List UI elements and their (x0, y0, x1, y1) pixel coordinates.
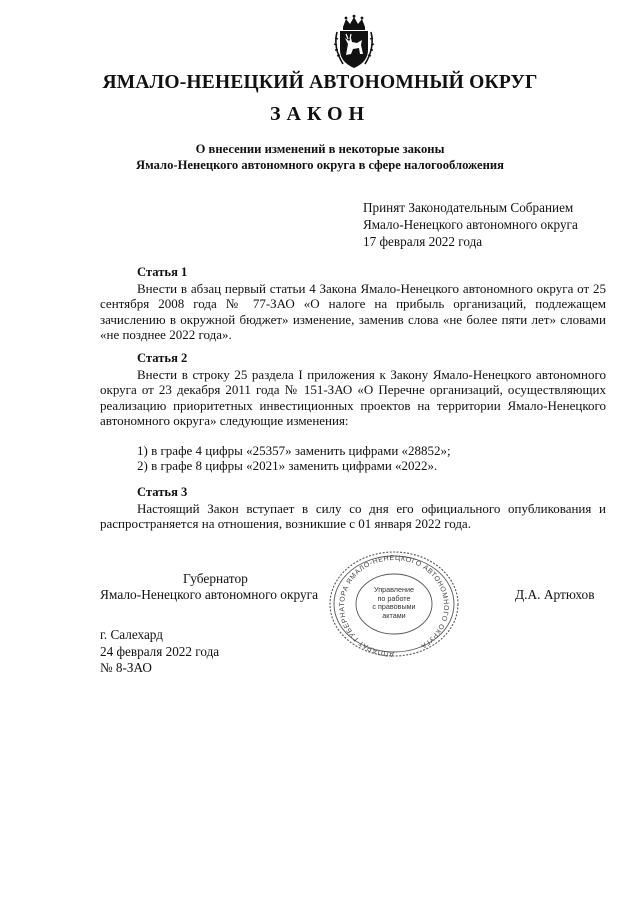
subtitle-line-2: Ямало-Ненецкого автономного округа в сфере налогообложения (136, 158, 504, 172)
seal-line-4: актами (382, 610, 406, 620)
adoption-block (363, 199, 578, 250)
seal-line-3: с правовыми (372, 602, 416, 612)
article-1-title: Статья 1 (137, 265, 188, 279)
article-2-item-2: 2) в графе 8 цифры «2021» заменить цифрами «2022». (137, 458, 438, 473)
region-heading: ЯМАЛО-НЕНЕЦКИЙ АВТОНОМНЫЙ ОКРУГ (102, 72, 538, 93)
article-3-text: Настоящий Закон вступает в силу со дня его официального опубликования и распространяется на отношения, возникшие с 01 января 2022 года. (100, 501, 606, 532)
governor-name: Д.А. Артюхов (515, 587, 595, 602)
seal-outer-text: АППАРАТ ГУБЕРНАТОРА ЯМАЛО-НЕНЕЦКОГО АВТОНОМНОГО ОКРУГА (338, 554, 450, 658)
adoption-line-1: Принят Законодательным Собранием (363, 200, 574, 215)
footer-city: г. Салехард (100, 627, 163, 642)
footer-date: 24 февраля 2022 года (100, 643, 220, 659)
footer-number: № 8-ЗАО (100, 660, 152, 675)
article-3-title: Статья 3 (137, 485, 188, 499)
subtitle-line-1: О внесении изменений в некоторые законы (195, 142, 445, 156)
governor-region: Ямало-Ненецкого автономного округа (100, 587, 319, 602)
article-2-title: Статья 2 (137, 351, 188, 365)
article-1-text: Внести в абзац первый статьи 4 Закона Ямало-Ненецкого автономного округа от 25 сентября 2008 года № 77-ЗАО «О налоге на прибыль организаций, подлежащем зачислению в окружной бюджет» изменение, заменив слова «не более пяти лет» словами «не позднее 2022 года». (100, 281, 606, 342)
seal-line-1: Управление (374, 585, 414, 594)
seal-line-2: по работе (377, 593, 411, 603)
document-type-heading: ЗАКОН (269, 103, 371, 125)
article-2-text: Внести в строку 25 раздела I приложения к Закону Ямало-Ненецкого автономного округа от 23 декабря 2011 года № 151-ЗАО «О Перечне организаций, осуществляющих реализацию приоритетных инвестиционных проектов на территории Ямало-Ненецкого автономного округа» следующие изменения: (100, 367, 606, 428)
governor-title: Губернатор (183, 571, 248, 586)
document-footer (100, 627, 219, 677)
seal-center-text (353, 586, 435, 620)
adoption-line-2: Ямало-Ненецкого автономного округа (363, 217, 578, 232)
coat-of-arms-icon (331, 14, 377, 70)
adoption-date: 17 февраля 2022 года (363, 234, 483, 249)
law-subtitle (0, 141, 640, 173)
article-2-item-1: 1) в графе 4 цифры «25357» заменить цифрами «28852»; (137, 443, 451, 458)
